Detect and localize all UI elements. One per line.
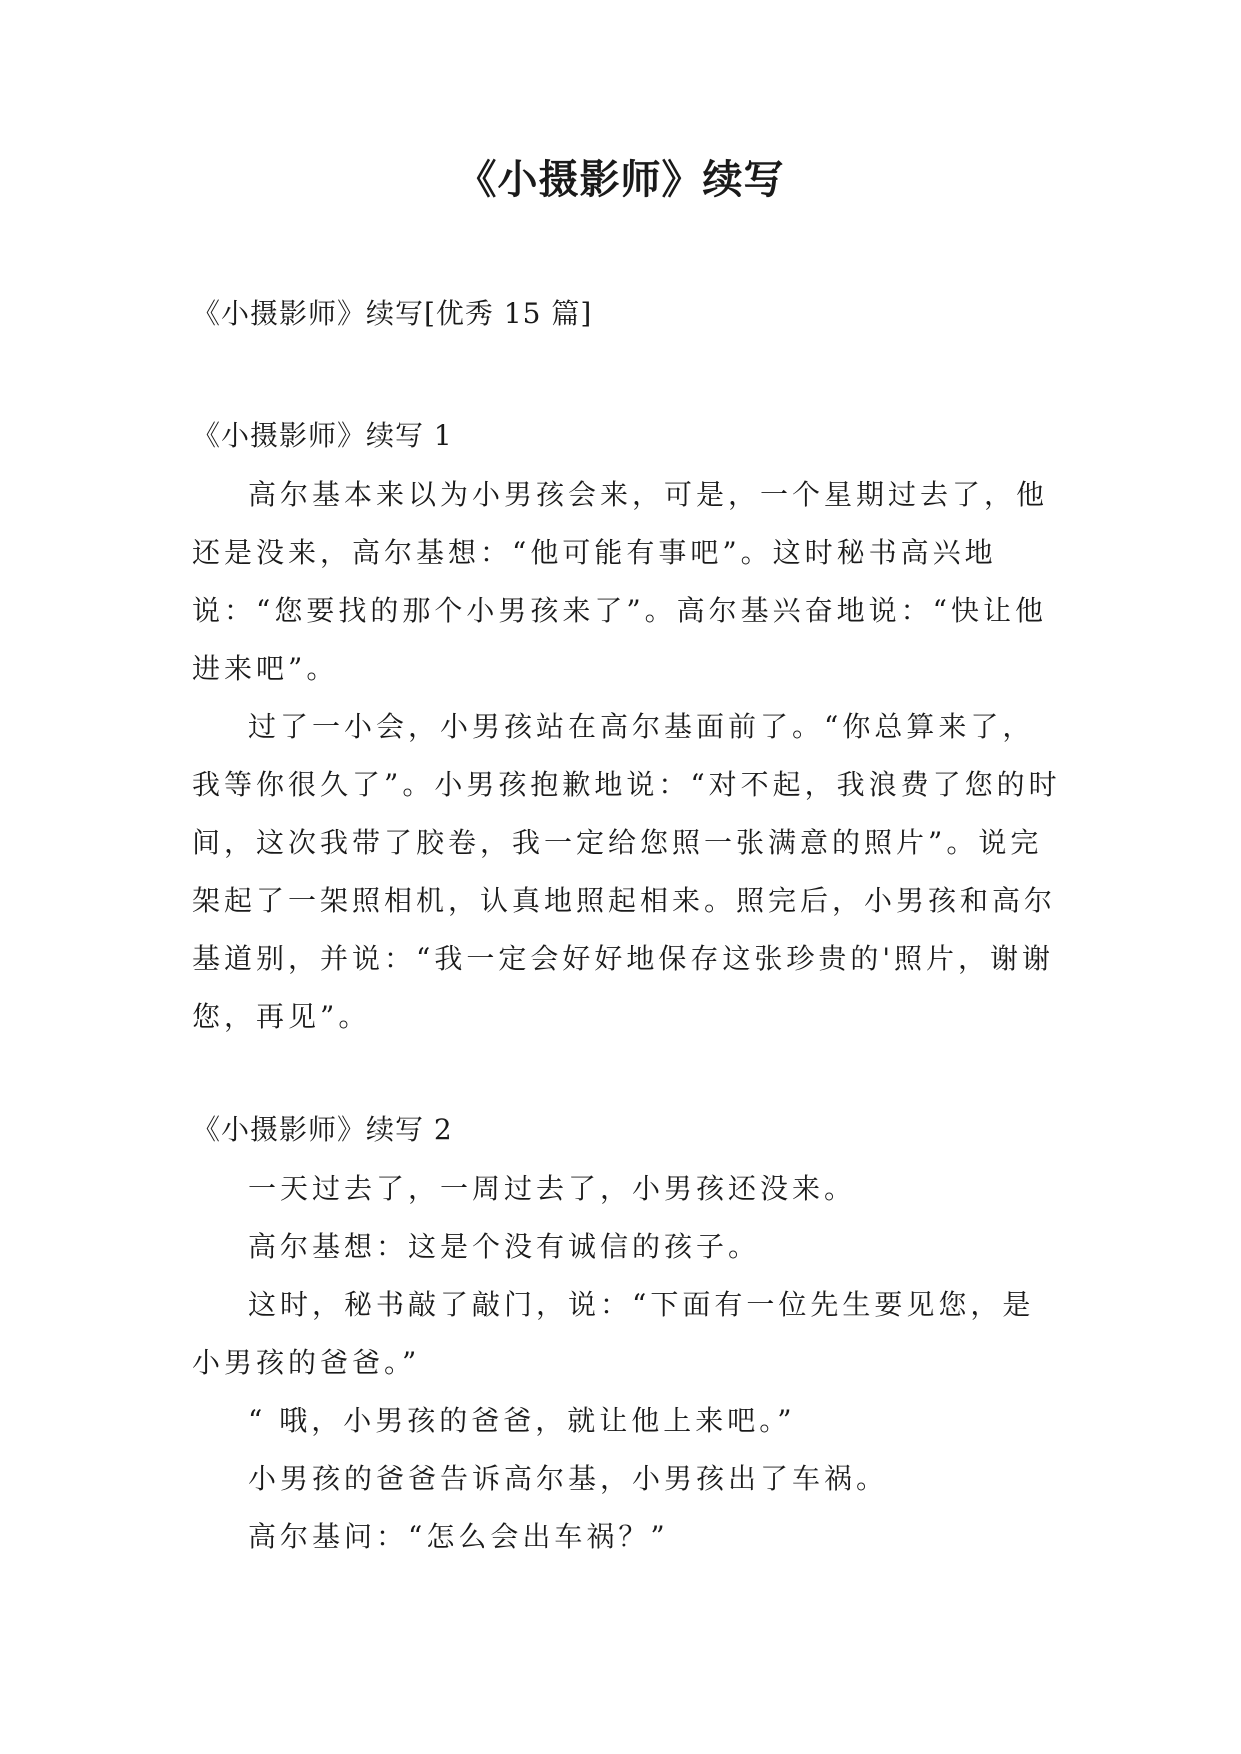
- section-body-2: [192, 1160, 1062, 1566]
- paragraph: “ 哦，小男孩的爸爸，就让他上来吧。”: [248, 1404, 796, 1437]
- paragraph: 高尔基想：这是个没有诚信的孩子。: [248, 1230, 761, 1263]
- section-body-1: [192, 466, 1062, 1046]
- paragraph: 小男孩的爸爸告诉高尔基，小男孩出了车祸。: [248, 1462, 889, 1495]
- paragraph: 过了一小会，小男孩站在高尔基面前了。“你总算来了，我等你很久了”。小男孩抱歉地说：“对不起，我浪费了您的时间，这次我带了胶卷，我一定给您照一张满意的照片”。说完架起了一架照相机，认真地照起相来。照完后，小男孩和高尔基道别，并说：“我一定会好好地保存这张珍贵的'照片，谢谢您，再见”。: [192, 710, 1061, 1033]
- paragraph: 高尔基本来以为小男孩会来，可是，一个星期过去了，他还是没来，高尔基想：“他可能有事吧”。这时秘书高兴地说：“您要找的那个小男孩来了”。高尔基兴奋地说：“快让他进来吧”。: [192, 478, 1049, 685]
- section-heading-2: 《小摄影师》续写 2: [192, 1113, 453, 1146]
- document-subtitle: 《小摄影师》续写[优秀 15 篇]: [192, 297, 593, 330]
- paragraph: 一天过去了，一周过去了，小男孩还没来。: [248, 1172, 857, 1205]
- paragraph: 高尔基问：“怎么会出车祸？”: [248, 1520, 669, 1553]
- paragraph: 这时，秘书敲了敲门，说：“下面有一位先生要见您，是小男孩的爸爸。”: [192, 1288, 1035, 1379]
- section-heading-1: 《小摄影师》续写 1: [192, 419, 453, 452]
- document-title: 《小摄影师》续写: [456, 156, 785, 203]
